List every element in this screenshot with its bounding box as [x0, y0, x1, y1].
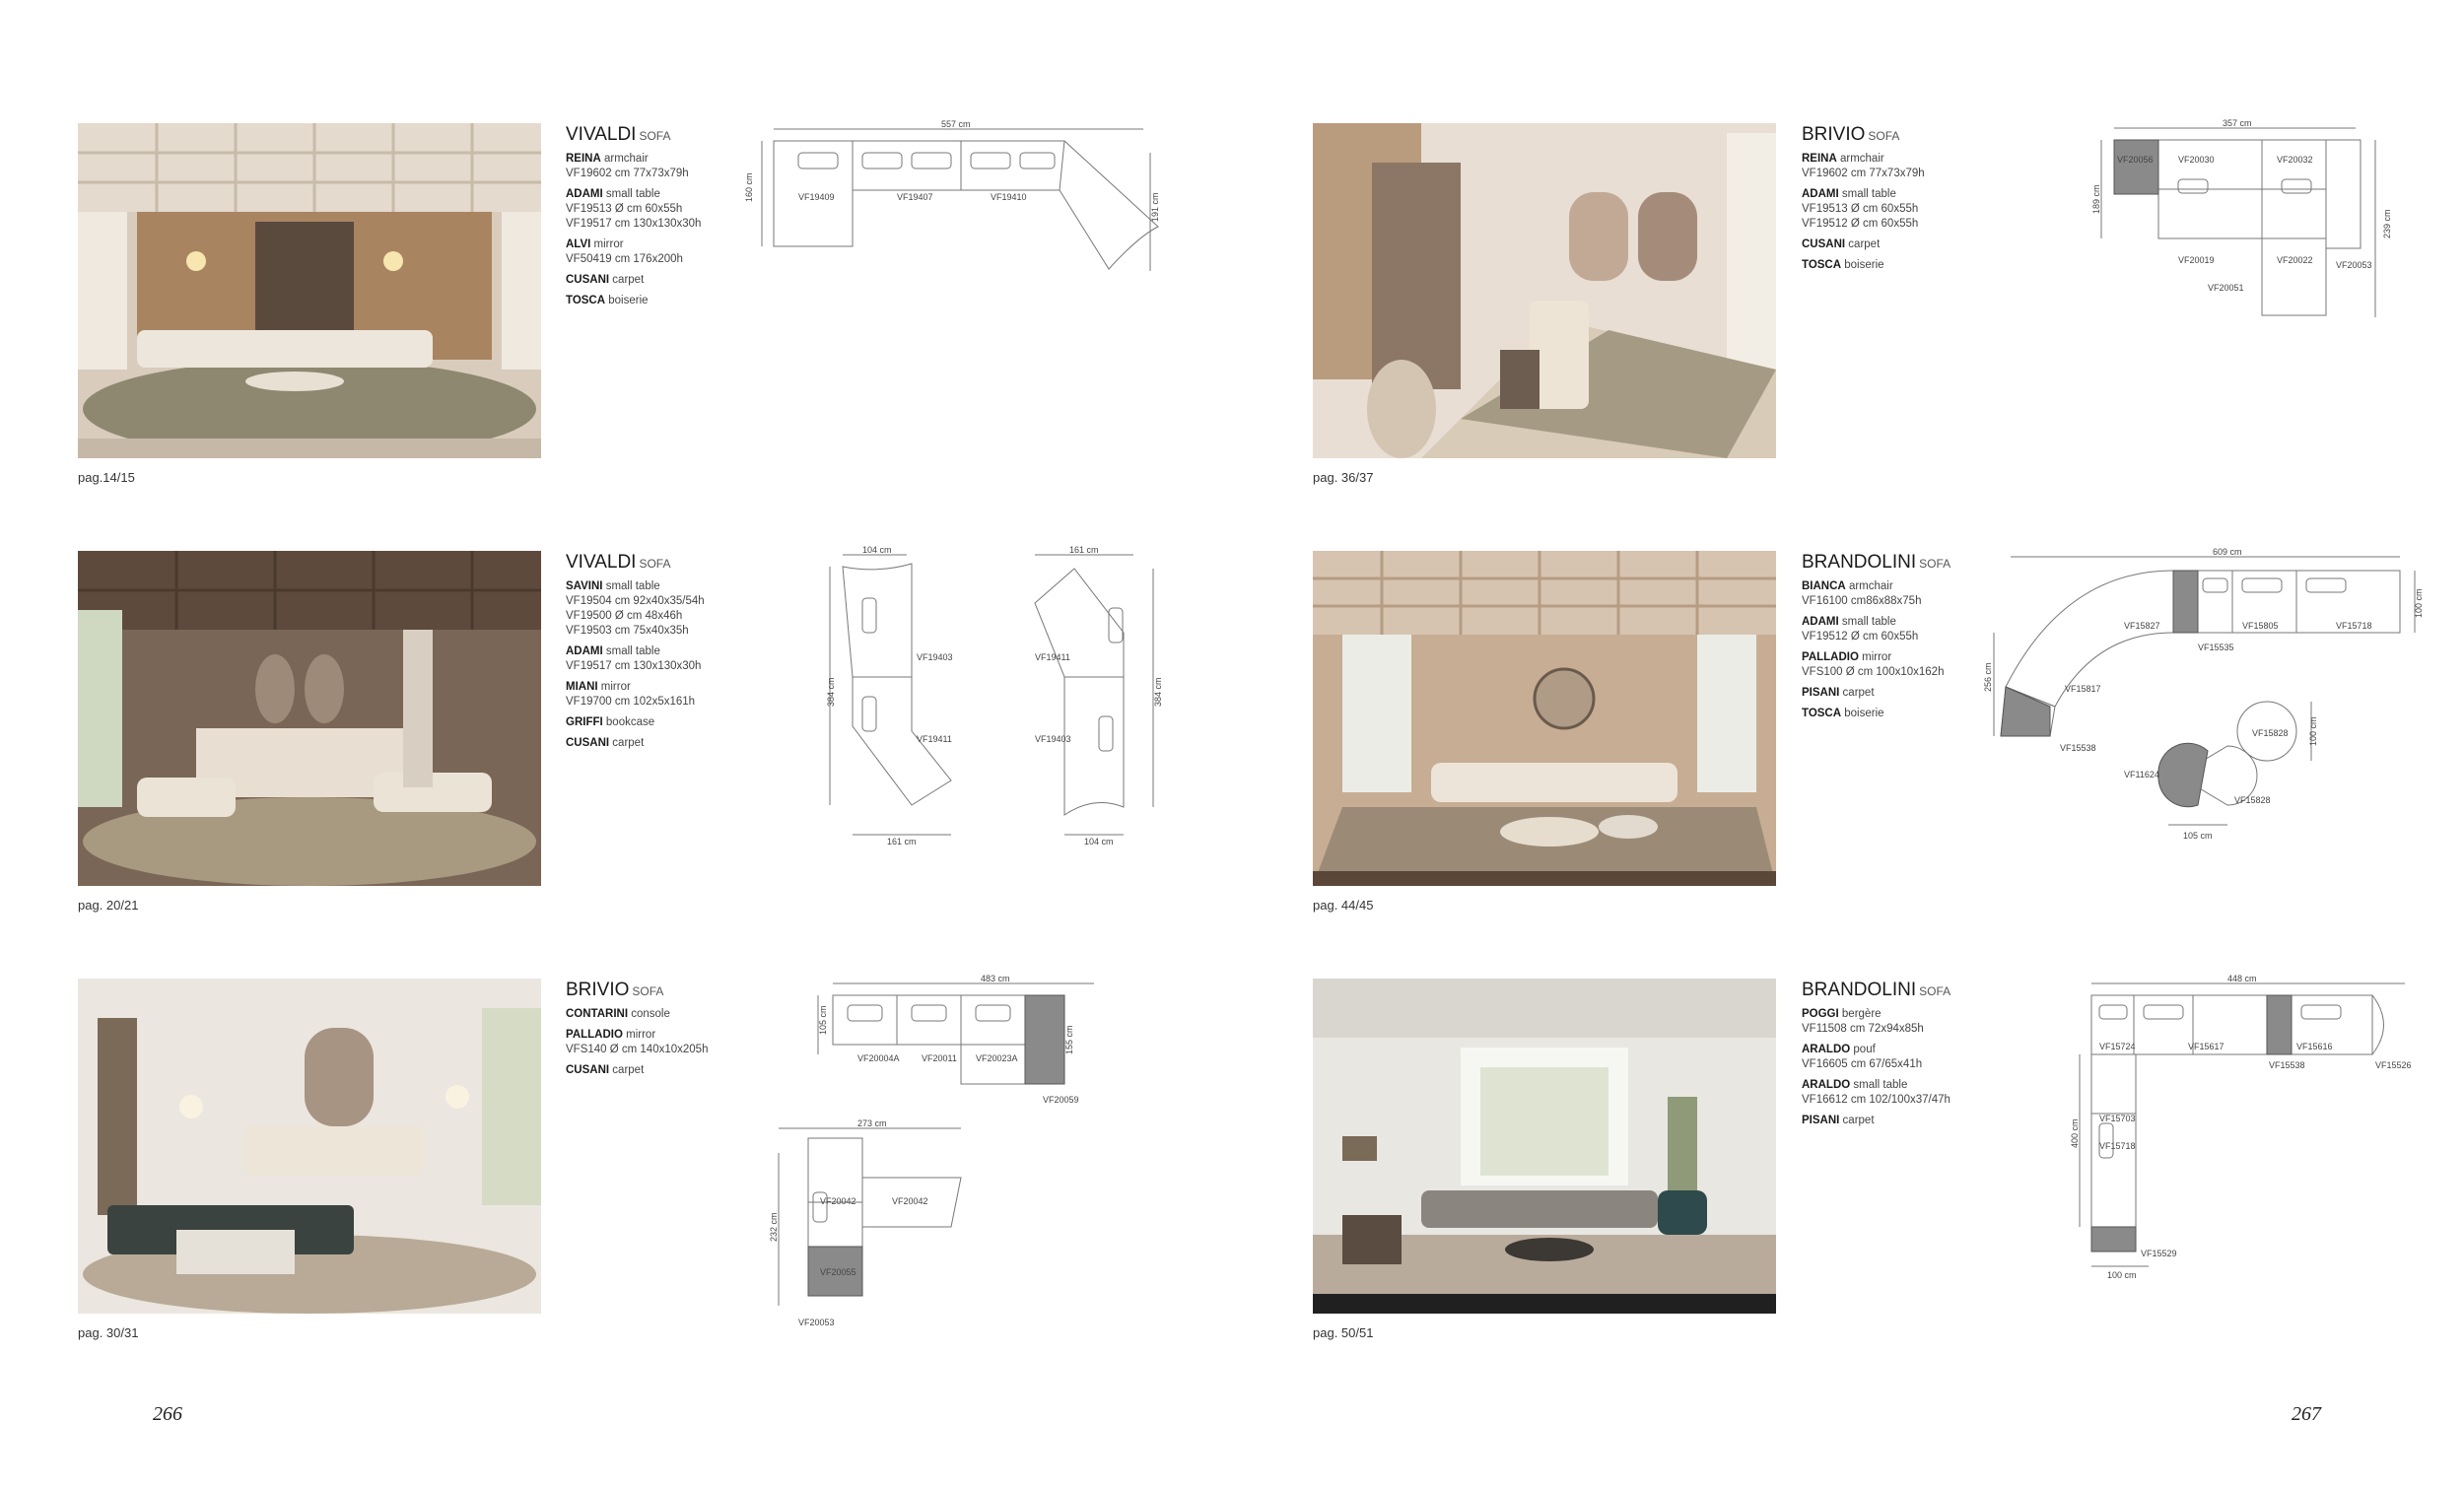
item-name: ADAMI	[1802, 616, 1839, 628]
product-title	[1802, 123, 1999, 148]
page-reference[interactable]: pag. 36/37	[1313, 470, 1374, 485]
page-reference[interactable]: pag. 50/51	[1313, 1325, 1374, 1340]
item-spec: VF19602 cm 77x73x79h	[1802, 168, 1925, 179]
product-item	[1802, 1007, 1999, 1037]
product-item	[566, 273, 763, 288]
item-spec: VF19513 Ø cm 60x55h	[1802, 203, 1919, 215]
module-code: VF15817	[2065, 684, 2101, 694]
item-type: carpet	[612, 1064, 645, 1076]
plan-dimension: 105 cm	[2183, 831, 2213, 841]
module-code: VF15827	[2124, 621, 2160, 631]
product-item	[1802, 152, 1999, 181]
item-spec: VF19504 cm 92x40x35/54h	[566, 595, 705, 607]
plan-dimension: 400 cm	[2070, 1118, 2080, 1148]
item-spec: VF50419 cm 176x200h	[566, 253, 683, 265]
module-code: VF15724	[2099, 1042, 2136, 1051]
plan-dimension: 256 cm	[1983, 662, 1993, 692]
module-code: VF20042	[820, 1196, 856, 1206]
item-type: armchair	[1848, 580, 1893, 592]
module-code: VF15526	[2375, 1060, 2412, 1070]
plan-dimension: 357 cm	[2223, 118, 2252, 128]
module-code: VF20030	[2178, 155, 2215, 165]
plan-dimension: 239 cm	[2382, 209, 2392, 238]
page-number-right: 267	[2292, 1403, 2321, 1425]
product-item	[1802, 1043, 1999, 1072]
page-number-left: 266	[153, 1403, 182, 1425]
item-name: SAVINI	[566, 580, 603, 592]
item-name: REINA	[1802, 153, 1837, 165]
module-code: VF15538	[2060, 743, 2096, 753]
item-type: boiserie	[1844, 259, 1884, 271]
plan-dimension: 160 cm	[744, 172, 754, 202]
plan-dimension: 104 cm	[1084, 837, 1114, 846]
product-item	[1802, 686, 1999, 701]
plan-dimension: 232 cm	[769, 1212, 779, 1242]
room-photo	[78, 551, 541, 886]
item-name: ADAMI	[566, 645, 603, 657]
item-type: bergère	[1841, 1008, 1882, 1020]
item-name: PISANI	[1802, 1115, 1840, 1126]
floor-plan	[818, 545, 1183, 846]
item-spec: VF19517 cm 130x130x30h	[566, 218, 702, 230]
item-type: mirror	[1862, 651, 1892, 663]
module-code: VF15828	[2234, 795, 2271, 805]
collection-name: BRIVIO	[1802, 124, 1866, 145]
module-code: VF19403	[1035, 734, 1071, 744]
product-item	[1802, 579, 1999, 609]
floor-plan	[2070, 976, 2444, 1281]
item-name: REINA	[566, 153, 601, 165]
module-code: VF20053	[798, 1318, 835, 1327]
product-title	[566, 979, 763, 1003]
product-category: SOFA	[1919, 557, 1951, 571]
product-info	[1802, 123, 1999, 279]
room-photo	[1313, 551, 1776, 886]
product-category: SOFA	[632, 984, 664, 998]
module-code: VF15529	[2141, 1249, 2177, 1258]
page-reference[interactable]: pag. 20/21	[78, 898, 139, 913]
module-code: VF19411	[1035, 652, 1070, 662]
product-info	[1802, 979, 1999, 1134]
item-name: BIANCA	[1802, 580, 1846, 592]
item-name: CUSANI	[1802, 238, 1846, 250]
item-name: ARALDO	[1802, 1044, 1851, 1055]
item-spec: VF16100 cm86x88x75h	[1802, 595, 1922, 607]
item-type: boiserie	[608, 295, 649, 306]
item-type: carpet	[1848, 238, 1881, 250]
product-category: SOFA	[1868, 129, 1900, 143]
plan-dimension: 483 cm	[981, 974, 1010, 983]
module-code: VF15718	[2099, 1141, 2136, 1151]
item-spec: VF19500 Ø cm 48x46h	[566, 610, 683, 622]
item-type: boiserie	[1844, 708, 1884, 719]
product-title	[1802, 551, 1999, 575]
item-type: carpet	[1842, 1115, 1875, 1126]
plan-dimension: 384 cm	[1153, 677, 1163, 707]
item-name: TOSCA	[1802, 708, 1842, 719]
module-code: VF20004A	[857, 1053, 900, 1063]
collection-name: VIVALDI	[566, 124, 637, 145]
product-info	[1802, 551, 1999, 727]
item-spec: VFS140 Ø cm 140x10x205h	[566, 1044, 709, 1055]
item-name: CUSANI	[566, 274, 610, 286]
item-spec: VF19602 cm 77x73x79h	[566, 168, 689, 179]
item-type: armchair	[1839, 153, 1884, 165]
product-item	[566, 579, 763, 639]
module-code: VF11624	[2124, 770, 2159, 779]
item-type: armchair	[603, 153, 649, 165]
room-photo	[78, 979, 541, 1314]
module-code: VF15538	[2269, 1060, 2305, 1070]
product-item	[1802, 707, 1999, 721]
module-code: VF20051	[2208, 283, 2244, 293]
product-item	[566, 187, 763, 232]
item-name: ARALDO	[1802, 1079, 1851, 1091]
item-name: MIANI	[566, 681, 598, 693]
item-name: CONTARINI	[566, 1008, 629, 1020]
module-code: VF19403	[917, 652, 953, 662]
module-code: VF15805	[2242, 621, 2279, 631]
item-type: mirror	[626, 1029, 656, 1041]
item-type: small table	[605, 645, 660, 657]
module-code: VF20011	[922, 1053, 957, 1063]
module-code: VF20032	[2277, 155, 2313, 165]
item-spec: VF16605 cm 67/65x41h	[1802, 1058, 1923, 1070]
item-name: TOSCA	[1802, 259, 1842, 271]
collection-name: BRANDOLINI	[1802, 552, 1917, 573]
module-code: VF20019	[2178, 255, 2215, 265]
product-item	[566, 237, 763, 267]
item-spec: VF19513 Ø cm 60x55h	[566, 203, 683, 215]
module-code: VF15703	[2099, 1114, 2136, 1123]
plan-dimension: 100 cm	[2308, 716, 2318, 746]
item-type: carpet	[612, 737, 645, 749]
item-name: TOSCA	[566, 295, 606, 306]
item-spec: VF19700 cm 102x5x161h	[566, 696, 696, 708]
product-category: SOFA	[639, 129, 671, 143]
product-item	[566, 1063, 763, 1078]
item-name: ADAMI	[1802, 188, 1839, 200]
product-info	[566, 979, 763, 1084]
item-spec: VFS100 Ø cm 100x10x162h	[1802, 666, 1945, 678]
room-photo	[1313, 979, 1776, 1314]
module-code: VF15617	[2188, 1042, 2224, 1051]
item-type: small table	[1853, 1079, 1908, 1091]
item-spec: VF19517 cm 130x130x30h	[566, 660, 702, 672]
item-spec: VF19503 cm 75x40x35h	[566, 625, 689, 637]
module-code: VF15718	[2336, 621, 2372, 631]
floor-plan	[744, 119, 1168, 271]
module-code: VF19410	[991, 192, 1027, 202]
plan-dimension: 155 cm	[1064, 1025, 1074, 1054]
product-item	[1802, 187, 1999, 232]
plan-dimension: 104 cm	[862, 545, 892, 555]
product-info	[566, 123, 763, 314]
floor-plan	[2089, 120, 2415, 307]
collection-name: BRIVIO	[566, 980, 630, 1000]
item-name: PALLADIO	[1802, 651, 1859, 663]
module-code: VF19409	[798, 192, 835, 202]
floor-plan	[1976, 549, 2430, 845]
product-item	[1802, 258, 1999, 273]
item-spec: VF16612 cm 102/100x37/47h	[1802, 1094, 1951, 1106]
module-code: VF19411	[917, 734, 952, 744]
product-category: SOFA	[1919, 984, 1951, 998]
plan-dimension: 161 cm	[887, 837, 917, 846]
item-name: PISANI	[1802, 687, 1840, 699]
plan-dimension: 557 cm	[941, 119, 971, 129]
page-reference[interactable]: pag.14/15	[78, 470, 135, 485]
collection-name: VIVALDI	[566, 552, 637, 573]
product-item	[566, 1028, 763, 1057]
product-item	[566, 294, 763, 308]
product-item	[566, 715, 763, 730]
plan-dimension: 273 cm	[857, 1118, 887, 1128]
product-category: SOFA	[639, 557, 671, 571]
item-spec: VF19512 Ø cm 60x55h	[1802, 218, 1919, 230]
module-code: VF20053	[2336, 260, 2372, 270]
plan-dimension: 609 cm	[2213, 547, 2242, 557]
item-type: small table	[605, 188, 660, 200]
plan-dimension: 191 cm	[1150, 192, 1160, 222]
item-spec: VF19512 Ø cm 60x55h	[1802, 631, 1919, 643]
item-name: CUSANI	[566, 1064, 610, 1076]
item-type: pouf	[1853, 1044, 1876, 1055]
module-code: VF20059	[1043, 1095, 1079, 1105]
item-name: CUSANI	[566, 737, 610, 749]
item-type: mirror	[600, 681, 631, 693]
product-item	[1802, 1078, 1999, 1108]
plan-dimension: 448 cm	[2227, 974, 2257, 983]
product-item	[566, 680, 763, 710]
item-type: carpet	[612, 274, 645, 286]
item-name: PALLADIO	[566, 1029, 623, 1041]
product-item	[566, 152, 763, 181]
plan-dimension: 105 cm	[818, 1005, 828, 1035]
product-item	[1802, 1114, 1999, 1128]
module-code: VF20022	[2277, 255, 2313, 265]
item-name: ALVI	[566, 238, 591, 250]
module-code: VF15616	[2296, 1042, 2333, 1051]
floor-plan	[769, 976, 1202, 1330]
item-type: bookcase	[605, 716, 655, 728]
product-title	[1802, 979, 1999, 1003]
item-name: GRIFFI	[566, 716, 603, 728]
plan-dimension: 100 cm	[2107, 1270, 2137, 1280]
module-code: VF15828	[2252, 728, 2289, 738]
module-code: VF20056	[2117, 155, 2154, 165]
product-title	[566, 123, 763, 148]
item-name: ADAMI	[566, 188, 603, 200]
room-photo	[78, 123, 541, 458]
module-code: VF15535	[2198, 643, 2234, 652]
product-item	[1802, 237, 1999, 252]
product-title	[566, 551, 763, 575]
product-item	[566, 1007, 763, 1022]
item-spec: VF11508 cm 72x94x85h	[1802, 1023, 1924, 1035]
collection-name: BRANDOLINI	[1802, 980, 1917, 1000]
module-code: VF20055	[820, 1267, 856, 1277]
page-reference[interactable]: pag. 44/45	[1313, 898, 1374, 913]
item-type: carpet	[1842, 687, 1875, 699]
page-reference[interactable]: pag. 30/31	[78, 1325, 139, 1340]
item-name: POGGI	[1802, 1008, 1839, 1020]
plan-dimension: 161 cm	[1069, 545, 1099, 555]
module-code: VF19407	[897, 192, 933, 202]
room-photo	[1313, 123, 1776, 458]
plan-dimension: 384 cm	[826, 677, 836, 707]
plan-dimension: 100 cm	[2414, 588, 2424, 618]
item-type: console	[631, 1008, 670, 1020]
product-item	[566, 736, 763, 751]
product-item	[566, 644, 763, 674]
item-type: small table	[1841, 188, 1896, 200]
plan-dimension: 189 cm	[2091, 184, 2101, 214]
product-info	[566, 551, 763, 757]
item-type: mirror	[593, 238, 624, 250]
item-type: small table	[1841, 616, 1896, 628]
module-code: VF20023A	[976, 1053, 1018, 1063]
product-item	[1802, 615, 1999, 644]
module-code: VF20042	[892, 1196, 928, 1206]
product-item	[1802, 650, 1999, 680]
item-type: small table	[605, 580, 660, 592]
